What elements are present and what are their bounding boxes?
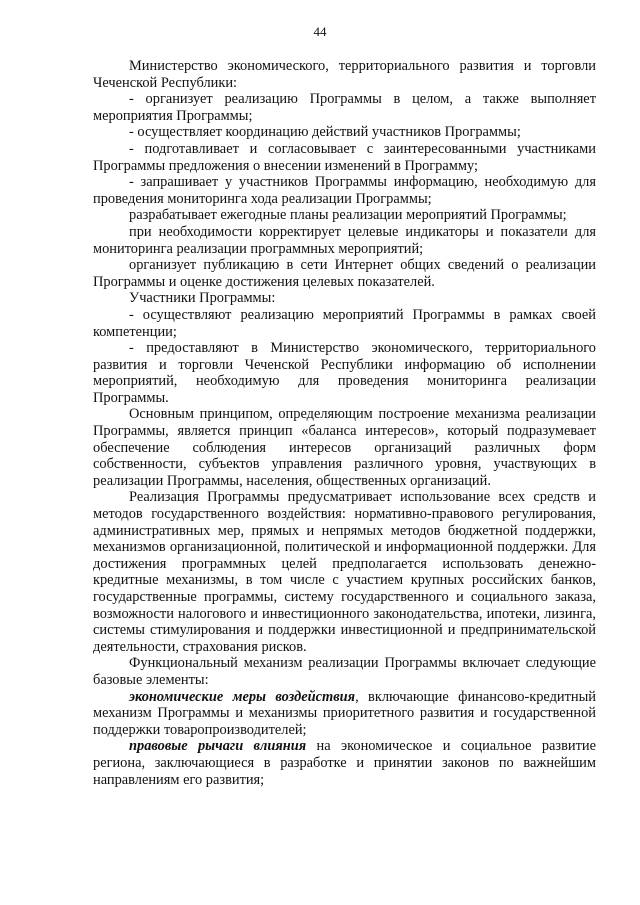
- paragraph: Министерство экономического, территориального развития и торговли Чеченской Республики:: [93, 58, 596, 91]
- paragraph: - осуществляет координацию действий участников Программы;: [129, 124, 521, 141]
- paragraph: Основным принципом, определяющим построение механизма реализации Программы, является принцип «баланса интересов», который подразумевает обеспечение соблюдения интересов организаций различных форм собственности, субъектов управления различного уровня, участвующих в реализации Программы, населения, общественных организаций.: [93, 406, 596, 489]
- paragraph: разрабатывает ежегодные планы реализации мероприятий Программы;: [129, 207, 567, 224]
- paragraph: - подготавливает и согласовывает с заинтересованными участниками Программы предложения о внесении изменений в Программу;: [93, 140, 596, 174]
- emphasized-paragraph: [93, 738, 596, 788]
- paragraph: организует публикацию в сети Интернет общих сведений о реализации Программы и оценке достижения целевых показателей.: [93, 257, 596, 290]
- paragraph: Участники Программы:: [129, 290, 276, 307]
- paragraph-text: на экономическое и социальное развитие региона, заключающиеся в разработке и принятии законов по важнейшим направлениям его развития;: [93, 738, 596, 788]
- paragraph: при необходимости корректирует целевые индикаторы и показатели для мониторинга реализации программных мероприятий;: [93, 223, 596, 257]
- page-number: 44: [313, 24, 327, 39]
- emphasized-term: экономические меры воздействия: [129, 688, 356, 705]
- emphasized-term: правовые рычаги влияния: [129, 738, 307, 755]
- paragraph: - запрашивает у участников Программы информацию, необходимую для проведения мониторинга хода реализации Программы;: [93, 174, 596, 207]
- paragraph: Функциональный механизм реализации Программы включает следующие базовые элементы:: [93, 655, 596, 688]
- paragraph-text: , включающие финансово-кредитный механизм Программы и механизмы приоритетного развития и государственной поддержки товаропроизводителей;: [93, 688, 596, 738]
- paragraph: Реализация Программы предусматривает использование всех средств и методов государственного воздействия: нормативно-правового регулирования, административных мер, прямых и непрямых методов бюджетной поддержки, механизмов организационной, политической и информационной поддержки. Для достижения программных целей предполагается использовать денежно-кредитные механизмы, в том числе с участием крупных российских банков, государственные программы, систему государственного и социального заказа, возможности налогового и инвестиционного законодательства, ипотеки, лизинга, системы стимулирования и поддержки инвестиционной и предпринимательской деятельности, страхования рисков.: [93, 489, 596, 655]
- paragraph: - осуществляют реализацию мероприятий Программы в рамках своей компетенции;: [93, 306, 596, 340]
- emphasized-paragraph: [93, 689, 596, 739]
- document-body: [93, 58, 596, 788]
- paragraph: - организует реализацию Программы в целом, а также выполняет мероприятия Программы;: [93, 91, 596, 124]
- paragraph: - предоставляют в Министерство экономического, территориального развития и торговли Чеченской Республики информацию об исполнении мероприятий, необходимую для проведения мониторинга реализации Программы.: [93, 340, 596, 406]
